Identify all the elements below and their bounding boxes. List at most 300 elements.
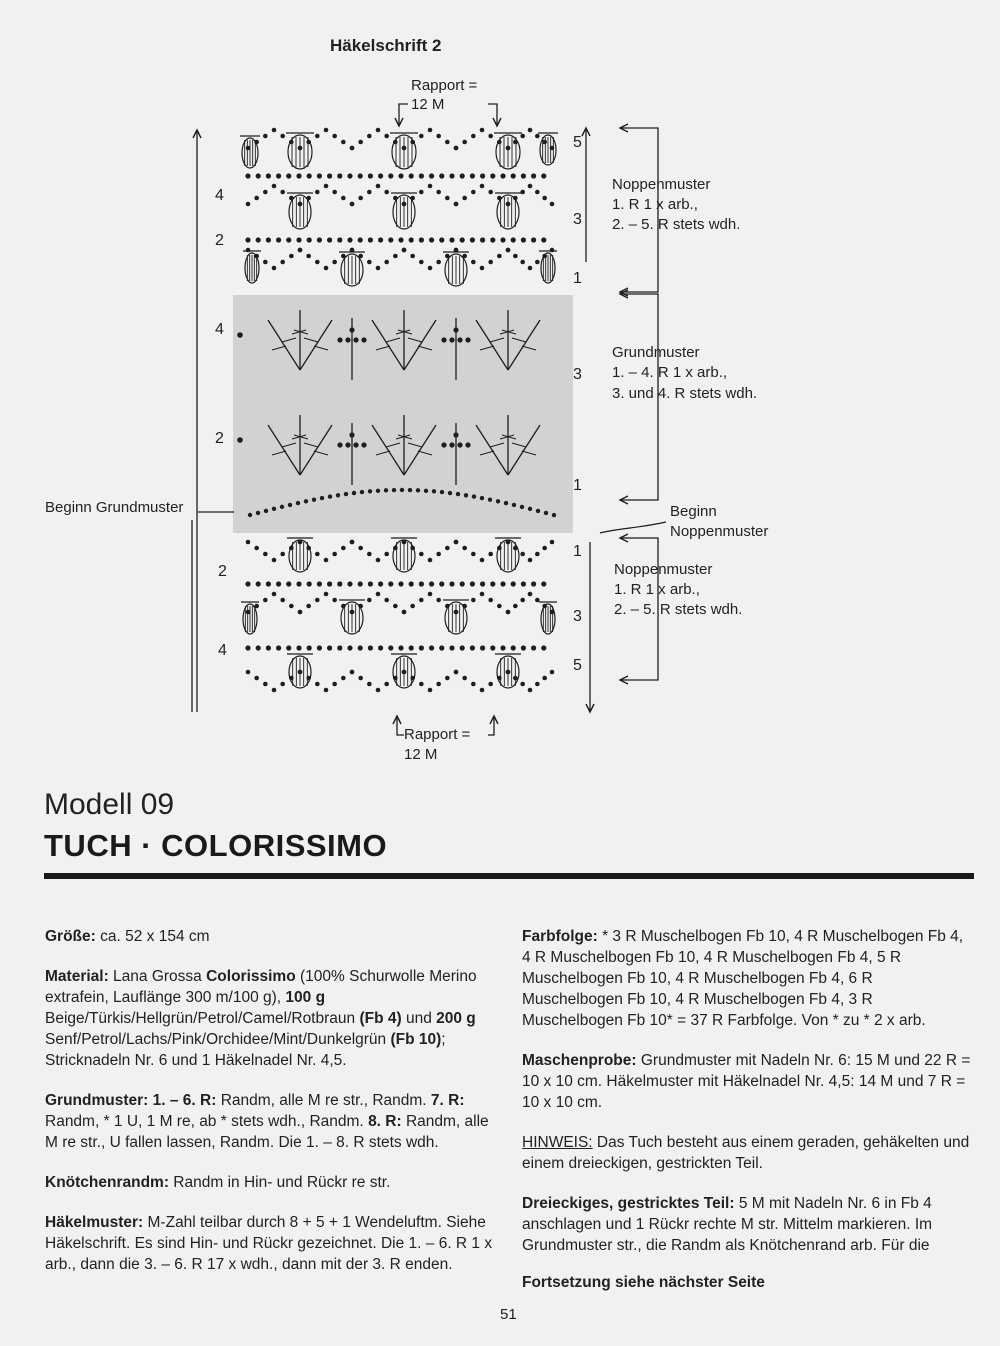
chain-dot <box>307 173 312 178</box>
chain-dot <box>341 546 346 551</box>
chain-dot <box>511 645 516 650</box>
chain-dot <box>428 128 433 133</box>
hinweis-paragraph <box>522 1132 974 1174</box>
chain-dot <box>454 540 459 545</box>
chain-dot <box>388 645 393 650</box>
chain-dot <box>315 682 320 687</box>
chain-dot <box>436 682 441 687</box>
chain-dot <box>327 237 332 242</box>
chain-dot <box>368 645 373 650</box>
chain-dot <box>272 128 277 133</box>
chain-dot <box>520 598 525 603</box>
chain-dot <box>280 552 285 557</box>
chain-dot <box>402 610 407 615</box>
chain-dot <box>506 248 511 253</box>
chain-dot <box>520 505 524 509</box>
chain-dot <box>307 237 312 242</box>
chain-dot <box>296 173 301 178</box>
chain-dot <box>480 184 485 189</box>
chain-dot <box>245 645 250 650</box>
chain-dot <box>237 332 243 338</box>
row-number-right: 3 <box>573 366 582 383</box>
row-number-right: 5 <box>573 134 582 151</box>
chain-dot <box>428 592 433 597</box>
chain-dot <box>449 581 454 586</box>
chain-dot <box>393 604 398 609</box>
chain-dot <box>360 490 364 494</box>
chain-dot <box>263 682 268 687</box>
chain-dot <box>449 337 454 342</box>
chain-dot <box>471 134 476 139</box>
chain-dot <box>419 682 424 687</box>
chain-dot <box>535 134 540 139</box>
chain-dot <box>296 501 300 505</box>
groesse-paragraph <box>45 926 500 947</box>
chain-dot <box>471 552 476 557</box>
chain-dot <box>531 173 536 178</box>
chain-dot <box>480 645 485 650</box>
material-text: Beige/Türkis/Hellgrün/Petrol/Camel/Rotbraun <box>45 1010 360 1027</box>
chain-dot <box>317 173 322 178</box>
row-number-left: 2 <box>215 430 224 447</box>
chain-dot <box>384 190 389 195</box>
chain-dot <box>337 173 342 178</box>
chain-dot <box>306 254 311 259</box>
chain-dot <box>246 248 251 253</box>
dreieck-paragraph <box>522 1193 974 1256</box>
chain-dot <box>550 248 555 253</box>
row-number-right: 1 <box>573 543 582 560</box>
chain-dot <box>520 682 525 687</box>
chain-dot <box>429 173 434 178</box>
chain-dot <box>520 260 525 265</box>
leader-line <box>600 522 666 533</box>
dreieck-label: Dreieckiges, gestricktes Teil: <box>522 1195 735 1212</box>
chain-dot <box>384 488 388 492</box>
chain-dot <box>453 327 458 332</box>
chain-dot <box>367 260 372 265</box>
chain-dot <box>521 581 526 586</box>
chain-dot <box>324 266 329 271</box>
row-number-right: 1 <box>573 270 582 287</box>
chain-dot <box>388 237 393 242</box>
chain-dot <box>337 581 342 586</box>
row-number-right: 5 <box>573 657 582 674</box>
chain-dot <box>324 184 329 189</box>
chain-dot <box>528 266 533 271</box>
chain-dot <box>327 581 332 586</box>
chain-dot <box>409 581 414 586</box>
chain-dot <box>317 581 322 586</box>
chain-dot <box>312 497 316 501</box>
row-number-right: 1 <box>573 477 582 494</box>
rapport-bracket <box>488 104 497 124</box>
chain-dot <box>419 190 424 195</box>
haekelmuster-text: M-Zahl teilbar durch 8 + 5 + 1 Wendeluftm. Siehe Häkelschrift. Es sind Hin- und Rückr gezeichnet. Die 1. – 6. R 1 x arb., dann die 3. – 6. R 17 x wdh., dann mit der 3. R enden. <box>45 1214 493 1273</box>
chain-dot <box>457 337 462 342</box>
chain-dot <box>368 237 373 242</box>
grundmuster-line2: 3. und 4. R stets wdh. <box>612 385 758 402</box>
chain-dot <box>286 581 291 586</box>
chain-dot <box>332 682 337 687</box>
maschenprobe-text: Grundmuster mit Nadeln Nr. 6: 15 M und 22 R = 10 x 10 cm. Häkelmuster mit Häkelnadel Nr. 4,5: 14 M und 7 R = 10 x 10 cm. <box>522 1052 971 1111</box>
chain-dot <box>409 173 414 178</box>
chain-dot <box>254 196 259 201</box>
chain-dot <box>272 592 277 597</box>
chain-dot <box>367 134 372 139</box>
chain-dot <box>388 581 393 586</box>
chain-dot <box>419 598 424 603</box>
chain-dot <box>419 581 424 586</box>
grundmuster-label: Grundmuster: 1. – 6. R: <box>45 1092 217 1109</box>
chain-dot <box>535 260 540 265</box>
chain-dot <box>263 598 268 603</box>
chain-dot <box>376 128 381 133</box>
chain-dot <box>436 552 441 557</box>
chain-dot <box>428 688 433 693</box>
fortsetzung-text: Fortsetzung siehe nächster Seite <box>522 1274 765 1291</box>
chain-dot <box>378 173 383 178</box>
chain-dot <box>488 598 493 603</box>
chain-dot <box>511 173 516 178</box>
material-text: (100% Schurwolle Merino extrafein, Lauflänge 300 m/100 g), <box>45 968 477 1006</box>
chain-dot <box>272 507 276 511</box>
chain-dot <box>349 432 354 437</box>
chain-dot <box>289 604 294 609</box>
grundmuster-area <box>233 295 573 533</box>
farbfolge-label: Farbfolge: <box>522 928 598 945</box>
chain-dot <box>460 581 465 586</box>
rapport-bracket <box>399 104 408 124</box>
chain-dot <box>445 140 450 145</box>
chain-dot <box>358 140 363 145</box>
noppen-top-line2: 2. – 5. R stets wdh. <box>612 216 741 233</box>
dreieck-text: 5 M mit Nadeln Nr. 6 in Fb 4 anschlagen und 1 Rückr rechte M str. Mittelm markieren. Im Grundmuster str., die Randm als Knötchenrand arb. Für die <box>522 1195 933 1254</box>
chain-dot <box>332 552 337 557</box>
chain-dot <box>445 546 450 551</box>
beginn-grundmuster: Beginn Grundmuster <box>45 499 184 516</box>
chain-dot <box>436 134 441 139</box>
chain-dot <box>419 260 424 265</box>
chain-dot <box>449 237 454 242</box>
chain-dot <box>535 190 540 195</box>
chain-dot <box>419 645 424 650</box>
chain-dot <box>266 237 271 242</box>
chain-dot <box>315 552 320 557</box>
chain-dot <box>237 437 243 443</box>
groesse-text: ca. 52 x 154 cm <box>95 928 210 945</box>
material-text: und <box>401 1010 437 1027</box>
chain-dot <box>361 442 366 447</box>
chain-dot <box>419 173 424 178</box>
chain-dot <box>350 202 355 207</box>
chain-dot <box>453 432 458 437</box>
farbfolge-paragraph <box>522 926 974 1031</box>
row-number-right: 3 <box>573 211 582 228</box>
chain-dot <box>541 645 546 650</box>
chain-dot <box>256 511 260 515</box>
chain-dot <box>272 266 277 271</box>
chain-dot <box>488 134 493 139</box>
chain-dot <box>280 134 285 139</box>
chain-dot <box>345 337 350 342</box>
chain-dot <box>512 503 516 507</box>
chain-dot <box>358 645 363 650</box>
chain-dot <box>465 337 470 342</box>
chain-dot <box>332 134 337 139</box>
chain-dot <box>320 496 324 500</box>
material-amount: 200 g <box>436 1010 476 1027</box>
chain-dot <box>490 645 495 650</box>
chain-dot <box>263 552 268 557</box>
chain-dot <box>256 237 261 242</box>
beginn-noppen-line2: Noppenmuster <box>670 523 769 540</box>
chain-dot <box>398 645 403 650</box>
rapport-bottom-label: Rapport = <box>404 726 471 743</box>
chain-dot <box>542 546 547 551</box>
title-rule <box>44 873 974 879</box>
chain-dot <box>353 442 358 447</box>
chain-dot <box>280 505 284 509</box>
chain-dot <box>266 581 271 586</box>
chain-dot <box>341 140 346 145</box>
chain-dot <box>439 237 444 242</box>
chain-dot <box>480 237 485 242</box>
chain-dot <box>245 237 250 242</box>
chain-dot <box>535 682 540 687</box>
chain-dot <box>315 598 320 603</box>
chain-dot <box>402 248 407 253</box>
chain-dot <box>470 173 475 178</box>
chain-dot <box>445 196 450 201</box>
chain-dot <box>480 173 485 178</box>
chain-dot <box>419 237 424 242</box>
chain-dot <box>337 237 342 242</box>
chain-dot <box>490 173 495 178</box>
chain-dot <box>500 173 505 178</box>
chain-dot <box>317 237 322 242</box>
chain-dot <box>296 237 301 242</box>
chain-dot <box>531 645 536 650</box>
chain-dot <box>367 190 372 195</box>
chain-dot <box>315 190 320 195</box>
chain-dot <box>460 237 465 242</box>
chain-dot <box>367 682 372 687</box>
chain-dot <box>454 146 459 151</box>
chain-dot <box>358 581 363 586</box>
chain-dot <box>480 128 485 133</box>
chain-dot <box>531 581 536 586</box>
chain-dot <box>263 260 268 265</box>
chain-dot <box>384 552 389 557</box>
chain-dot <box>520 134 525 139</box>
chain-dot <box>315 260 320 265</box>
chain-dot <box>542 676 547 681</box>
color-code: (Fb 10) <box>390 1031 442 1048</box>
noppen-bottom-line2: 2. – 5. R stets wdh. <box>614 601 743 618</box>
chain-dot <box>520 190 525 195</box>
chain-dot <box>337 442 342 447</box>
chain-dot <box>429 581 434 586</box>
chain-dot <box>272 558 277 563</box>
chain-dot <box>376 592 381 597</box>
chain-dot <box>488 552 493 557</box>
chain-dot <box>324 128 329 133</box>
chain-dot <box>490 237 495 242</box>
grundmuster-text: Randm, alle M re str., Randm. <box>216 1092 431 1109</box>
chain-dot <box>480 558 485 563</box>
chain-dot <box>347 237 352 242</box>
chain-dot <box>550 670 555 675</box>
chain-dot <box>464 493 468 497</box>
chain-dot <box>520 552 525 557</box>
chain-dot <box>436 598 441 603</box>
fortsetzung-note <box>522 1272 974 1293</box>
chain-dot <box>496 499 500 503</box>
chain-dot <box>266 645 271 650</box>
chain-dot <box>398 173 403 178</box>
chain-dot <box>490 581 495 586</box>
chain-dot <box>384 598 389 603</box>
chain-dot <box>358 546 363 551</box>
chain-dot <box>445 676 450 681</box>
chain-dot <box>328 494 332 498</box>
chain-dot <box>324 558 329 563</box>
rapport-top-label: Rapport = <box>411 77 478 94</box>
chain-dot <box>441 442 446 447</box>
chain-dot <box>429 645 434 650</box>
chain-dot <box>535 552 540 557</box>
rapport-bottom-count: 12 M <box>404 746 438 763</box>
chain-dot <box>449 442 454 447</box>
chain-dot <box>552 513 556 517</box>
chain-dot <box>280 682 285 687</box>
chain-dot <box>286 237 291 242</box>
chain-dot <box>465 442 470 447</box>
material-text: Senf/Petrol/Lachs/Pink/Orchidee/Mint/Dunkelgrün <box>45 1031 391 1048</box>
farbfolge-text: * 3 R Muschelbogen Fb 10, 4 R Muschelbogen Fb 4, 4 R Muschelbogen Fb 10, 4 R Muschelbogen Fb 4, 5 R Muschelbogen Fb 10, 4 R Muschelbogen Fb 4, 6 R Muschelbogen Fb 10, 4 R Muschelbogen Fb 4, 3 R Muschelbogen Fb 10* = 37 R Farbfolge. Von * zu * 2 x arb. <box>522 928 964 1029</box>
chain-dot <box>378 237 383 242</box>
knoetchen-label: Knötchenrandm: <box>45 1174 169 1191</box>
chain-dot <box>298 248 303 253</box>
chain-dot <box>400 488 404 492</box>
noppen-top-line1: 1. R 1 x arb., <box>612 196 698 213</box>
chain-dot <box>341 196 346 201</box>
chain-dot <box>500 237 505 242</box>
chain-dot <box>398 237 403 242</box>
chain-dot <box>358 196 363 201</box>
chain-dot <box>471 190 476 195</box>
chain-dot <box>462 546 467 551</box>
chain-dot <box>511 237 516 242</box>
chain-dot <box>315 134 320 139</box>
chain-dot <box>280 190 285 195</box>
chain-dot <box>246 202 251 207</box>
chain-dot <box>245 581 250 586</box>
chain-dot <box>536 509 540 513</box>
chain-dot <box>528 128 533 133</box>
chain-dot <box>439 581 444 586</box>
chain-dot <box>528 558 533 563</box>
chain-dot <box>332 190 337 195</box>
chain-dot <box>296 581 301 586</box>
chain-dot <box>488 190 493 195</box>
chain-dot <box>388 173 393 178</box>
chain-dot <box>480 496 484 500</box>
chain-dot <box>361 337 366 342</box>
chain-dot <box>272 184 277 189</box>
chain-dot <box>428 184 433 189</box>
left-column <box>45 926 500 1294</box>
chain-dot <box>384 682 389 687</box>
chain-dot <box>245 173 250 178</box>
chain-dot <box>521 173 526 178</box>
haekelmuster-paragraph <box>45 1212 500 1275</box>
chain-dot <box>324 592 329 597</box>
chain-dot <box>298 610 303 615</box>
model-number: Modell 09 <box>44 788 175 821</box>
chain-dot <box>276 581 281 586</box>
row-number-left: 4 <box>218 642 227 659</box>
noppen-top-heading: Noppenmuster <box>612 176 711 193</box>
chain-dot <box>368 173 373 178</box>
chain-dot <box>376 266 381 271</box>
chain-dot <box>280 598 285 603</box>
chain-dot <box>462 676 467 681</box>
chain-dot <box>378 645 383 650</box>
chain-dot <box>367 598 372 603</box>
row-number-left: 2 <box>215 232 224 249</box>
chain-dot <box>263 134 268 139</box>
chain-dot <box>409 645 414 650</box>
chain-dot <box>470 237 475 242</box>
chain-dot <box>264 509 268 513</box>
chain-dot <box>266 173 271 178</box>
chain-dot <box>500 645 505 650</box>
chain-dot <box>337 337 342 342</box>
chain-dot <box>550 540 555 545</box>
chain-dot <box>428 266 433 271</box>
chain-dot <box>521 645 526 650</box>
chain-dot <box>409 237 414 242</box>
chain-dot <box>513 604 518 609</box>
chain-dot <box>500 581 505 586</box>
chain-dot <box>368 489 372 493</box>
row-label: 7. R: <box>430 1092 465 1109</box>
grundmuster-heading: Grundmuster <box>612 344 700 361</box>
chain-dot <box>392 488 396 492</box>
chain-dot <box>367 552 372 557</box>
chain-dot <box>544 511 548 515</box>
row-number-left: 2 <box>218 563 227 580</box>
chain-dot <box>488 260 493 265</box>
chain-dot <box>541 237 546 242</box>
page-number: 51 <box>500 1306 517 1323</box>
chain-dot <box>246 540 251 545</box>
chain-dot <box>376 489 380 493</box>
pattern-title: TUCH · COLORISSIMO <box>44 828 388 863</box>
chain-dot <box>393 254 398 259</box>
chain-dot <box>307 645 312 650</box>
chain-dot <box>376 688 381 693</box>
chain-dot <box>472 494 476 498</box>
yarn-name: Colorissimo <box>206 968 296 985</box>
chain-dot <box>307 581 312 586</box>
chain-dot <box>358 173 363 178</box>
grundmuster-text: Randm, * 1 U, 1 M re, ab * stets wdh., Randm. <box>45 1113 369 1130</box>
chain-dot <box>441 337 446 342</box>
chain-dot <box>542 196 547 201</box>
